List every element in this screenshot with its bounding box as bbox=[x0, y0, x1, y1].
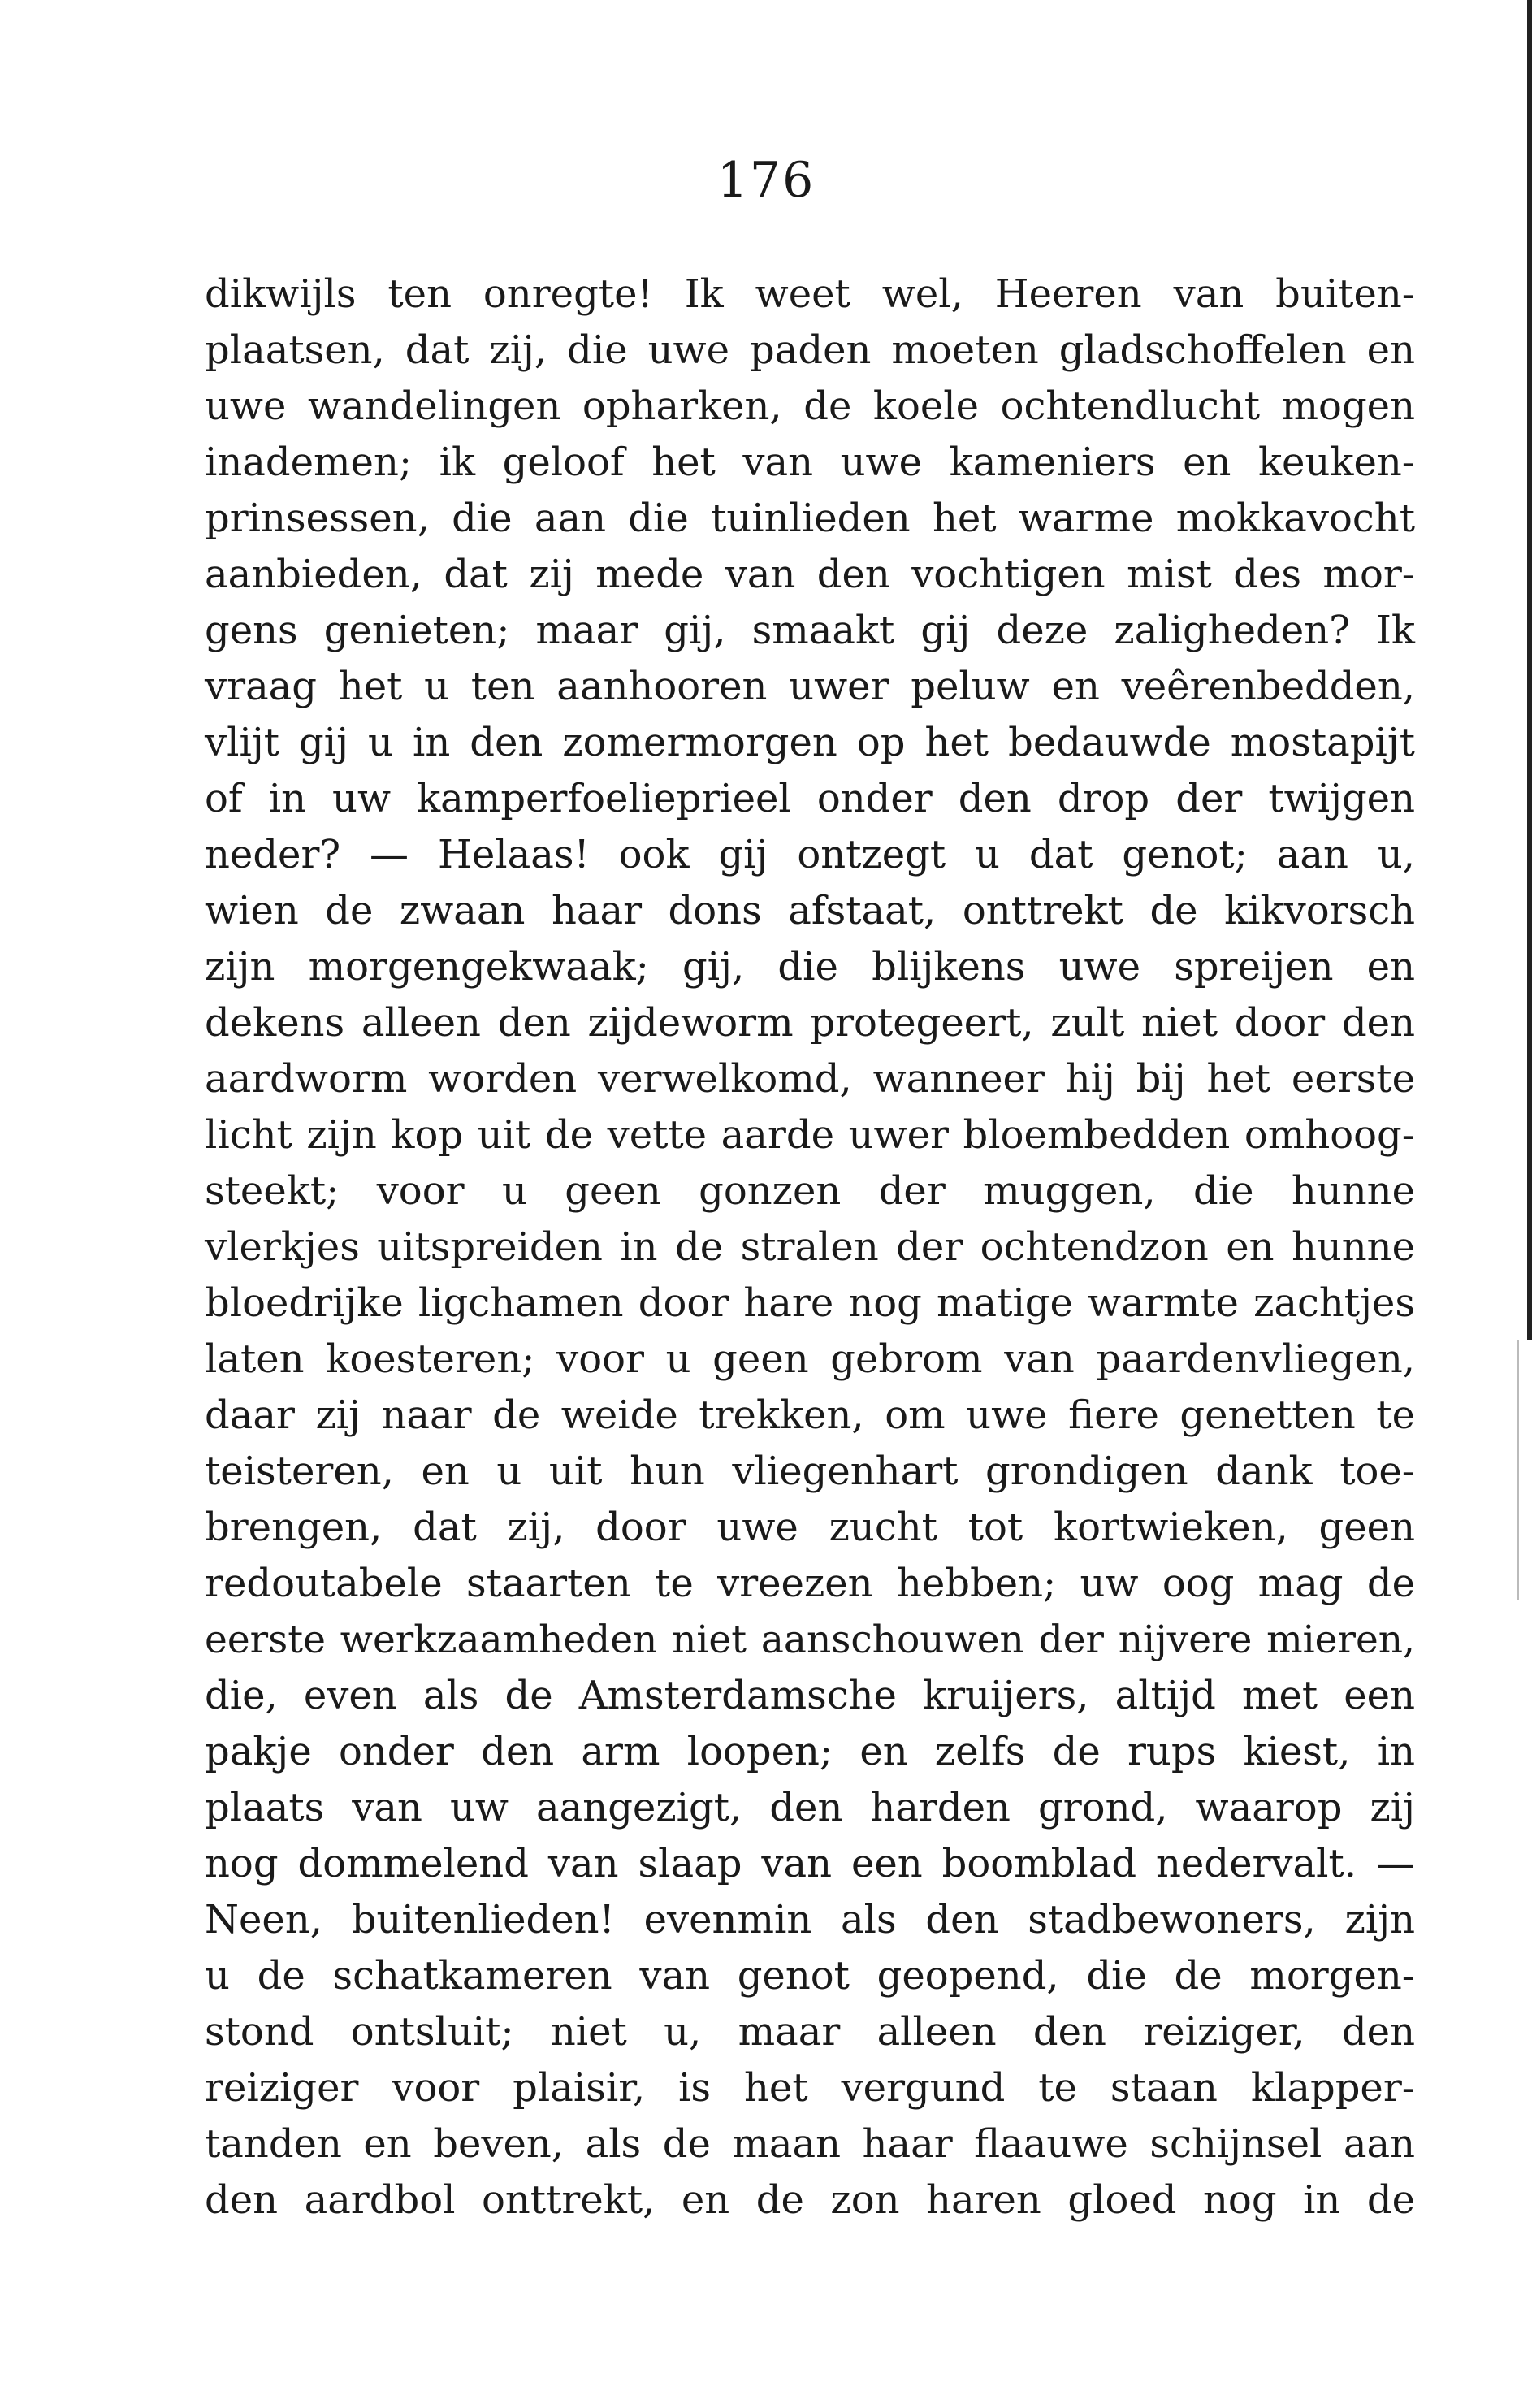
text-line: reiziger voor plaisir, is het vergund te staan klapper- bbox=[205, 2065, 1415, 2111]
page-edge-shadow-lower bbox=[1517, 1340, 1519, 1600]
text-line: bloedrijke ligchamen door hare nog matige warmte zachtjes bbox=[205, 1280, 1415, 1326]
text-line: vraag het u ten aanhooren uwer peluw en veêrenbedden, bbox=[205, 664, 1415, 709]
text-line: prinsessen, die aan die tuinlieden het warme mokkavocht bbox=[205, 496, 1415, 541]
text-line: redoutabele staarten te vreezen hebben; uw oog mag de bbox=[205, 1561, 1415, 1606]
text-line: wien de zwaan haar dons afstaat, onttrekt de kikvorsch bbox=[205, 888, 1415, 933]
text-line: zijn morgengekwaak; gij, die blijkens uwe spreijen en bbox=[205, 944, 1415, 990]
text-line: daar zij naar de weide trekken, om uwe fiere genetten te bbox=[205, 1392, 1415, 1438]
text-line: aanbieden, dat zij mede van den vochtigen mist des mor- bbox=[205, 552, 1415, 597]
text-line: pakje onder den arm loopen; en zelfs de rups kiest, in bbox=[205, 1729, 1415, 1774]
text-line: nog dommelend van slaap van een boomblad nedervalt. — bbox=[205, 1841, 1415, 1886]
text-line: den aardbol onttrekt, en de zon haren gloed nog in de bbox=[205, 2177, 1415, 2223]
text-line: dikwijls ten onregte! Ik weet wel, Heeren van buiten- bbox=[205, 271, 1415, 317]
text-line: vlijt gij u in den zomermorgen op het bedauwde mostapijt bbox=[205, 720, 1415, 765]
text-line: steekt; voor u geen gonzen der muggen, die hunne bbox=[205, 1168, 1415, 1214]
text-line: laten koesteren; voor u geen gebrom van paardenvliegen, bbox=[205, 1336, 1415, 1382]
text-line: inademen; ik geloof het van uwe kameniers en keuken- bbox=[205, 440, 1415, 485]
text-line: gens genieten; maar gij, smaakt gij deze zaligheden? Ik bbox=[205, 608, 1415, 653]
text-line: dekens alleen den zijdeworm protegeert, zult niet door den bbox=[205, 1000, 1415, 1046]
text-line: Neen, buitenlieden! evenmin als den stadbewoners, zijn bbox=[205, 1897, 1415, 1942]
page-number: 176 bbox=[716, 152, 816, 209]
text-line: tanden en beven, als de maan haar flaauwe schijnsel aan bbox=[205, 2121, 1415, 2167]
text-line: eerste werkzaamheden niet aanschouwen der nijvere mieren, bbox=[205, 1618, 1415, 1662]
text-line: brengen, dat zij, door uwe zucht tot kortwieken, geen bbox=[205, 1505, 1415, 1550]
text-line: of in uw kamperfoelieprieel onder den drop der twijgen bbox=[205, 776, 1415, 821]
text-line: teisteren, en u uit hun vliegenhart grondigen dank toe- bbox=[205, 1449, 1415, 1494]
text-line: plaatsen, dat zij, die uwe paden moeten gladschoffelen en bbox=[205, 327, 1415, 373]
body-text bbox=[205, 266, 1415, 2228]
text-line: neder? — Helaas! ook gij ontzegt u dat genot; aan u, bbox=[205, 832, 1415, 877]
text-line: u de schatkameren van genot geopend, die de morgen- bbox=[205, 1953, 1415, 1999]
text-line: stond ontsluit; niet u, maar alleen den reiziger, den bbox=[205, 2009, 1415, 2055]
text-line: die, even als de Amsterdamsche kruijers, altijd met een bbox=[205, 1673, 1415, 1718]
text-line: uwe wandelingen opharken, de koele ochtendlucht mogen bbox=[205, 383, 1415, 429]
text-line: vlerkjes uitspreiden in de stralen der ochtendzon en hunne bbox=[205, 1224, 1415, 1270]
text-line: plaats van uw aangezigt, den harden grond, waarop zij bbox=[205, 1785, 1415, 1830]
page-edge-shadow bbox=[1527, 0, 1532, 1340]
text-line: licht zijn kop uit de vette aarde uwer bloembedden omhoog- bbox=[205, 1112, 1415, 1158]
text-line: aardworm worden verwelkomd, wanneer hij bij het eerste bbox=[205, 1056, 1415, 1102]
